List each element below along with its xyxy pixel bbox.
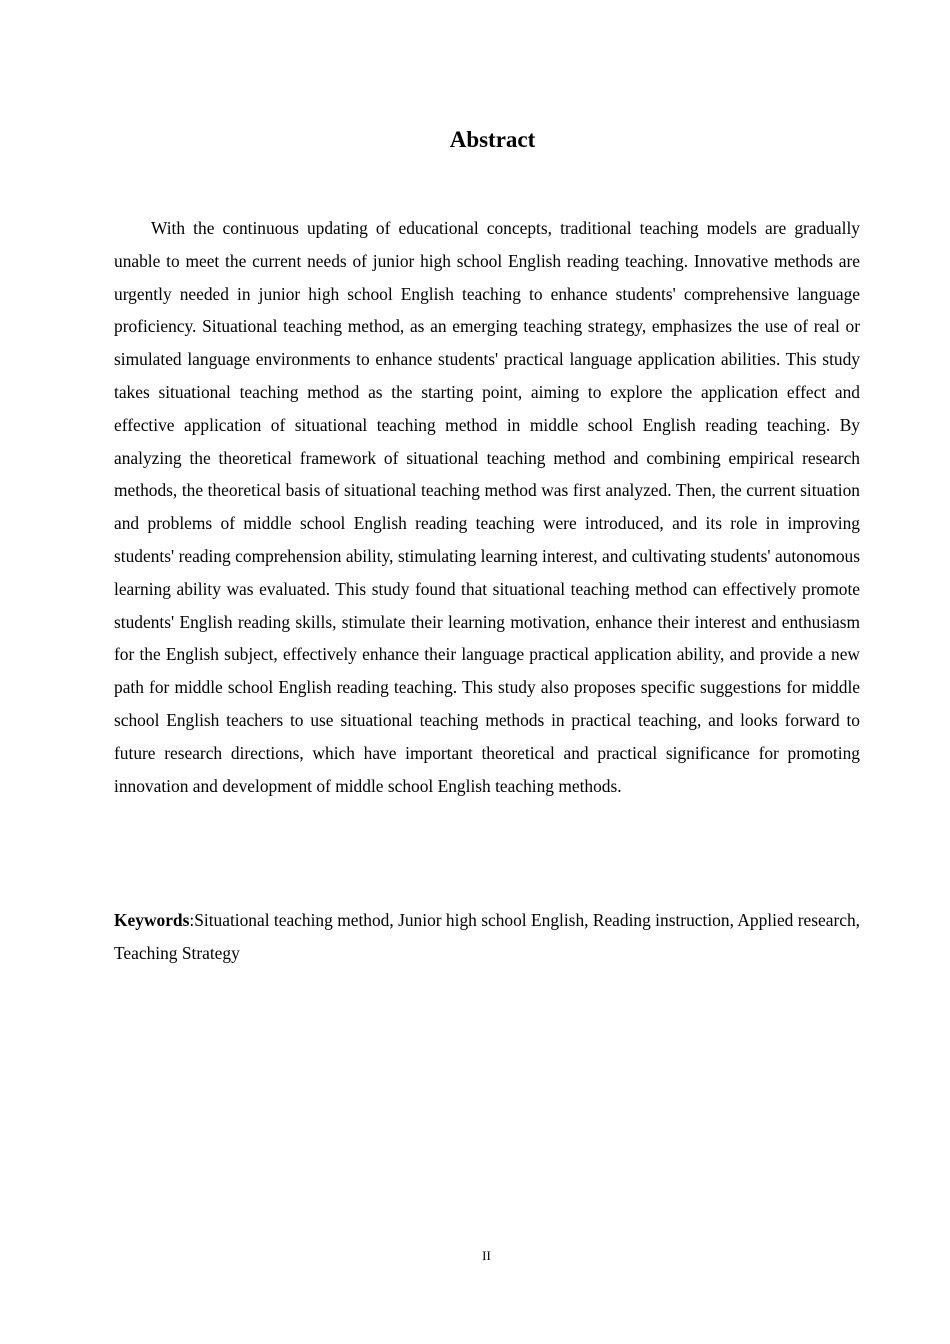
keywords-text: :Situational teaching method, Junior high school English, Reading instruction, Applied research, Teaching Strategy: [114, 910, 860, 963]
page-number: II: [482, 1248, 491, 1263]
abstract-body: With the continuous updating of educational concepts, traditional teaching models are gradually unable to meet the current needs of junior high school English reading teaching. Innovative methods are urgently needed in junior high school English teaching to enhance students' comprehensive language proficiency. Situational teaching method, as an emerging teaching strategy, emphasizes the use of real or simulated language environments to enhance students' practical language application abilities. This study takes situational teaching method as the starting point, aiming to explore the application effect and effective application of situational teaching method in middle school English reading teaching. By analyzing the theoretical framework of situational teaching method and combining empirical research methods, the theoretical basis of situational teaching method was first analyzed. Then, the current situation and problems of middle school English reading teaching were introduced, and its role in improving students' reading comprehension ability, stimulating learning interest, and cultivating students' autonomous learning ability was evaluated. This study found that situational teaching method can effectively promote students' English reading skills, stimulate their learning motivation, enhance their interest and enthusiasm for the English subject, effectively enhance their language practical application ability, and provide a new path for middle school English reading teaching. This study also proposes specific suggestions for middle school English teachers to use situational teaching methods in practical teaching, and looks forward to future research directions, which have important theoretical and practical significance for promoting innovation and development of middle school English teaching methods.: [114, 218, 860, 796]
abstract-title: Abstract: [449, 127, 536, 152]
keywords-label: Keywords: [114, 910, 190, 930]
keywords-paragraph: [114, 904, 860, 969]
